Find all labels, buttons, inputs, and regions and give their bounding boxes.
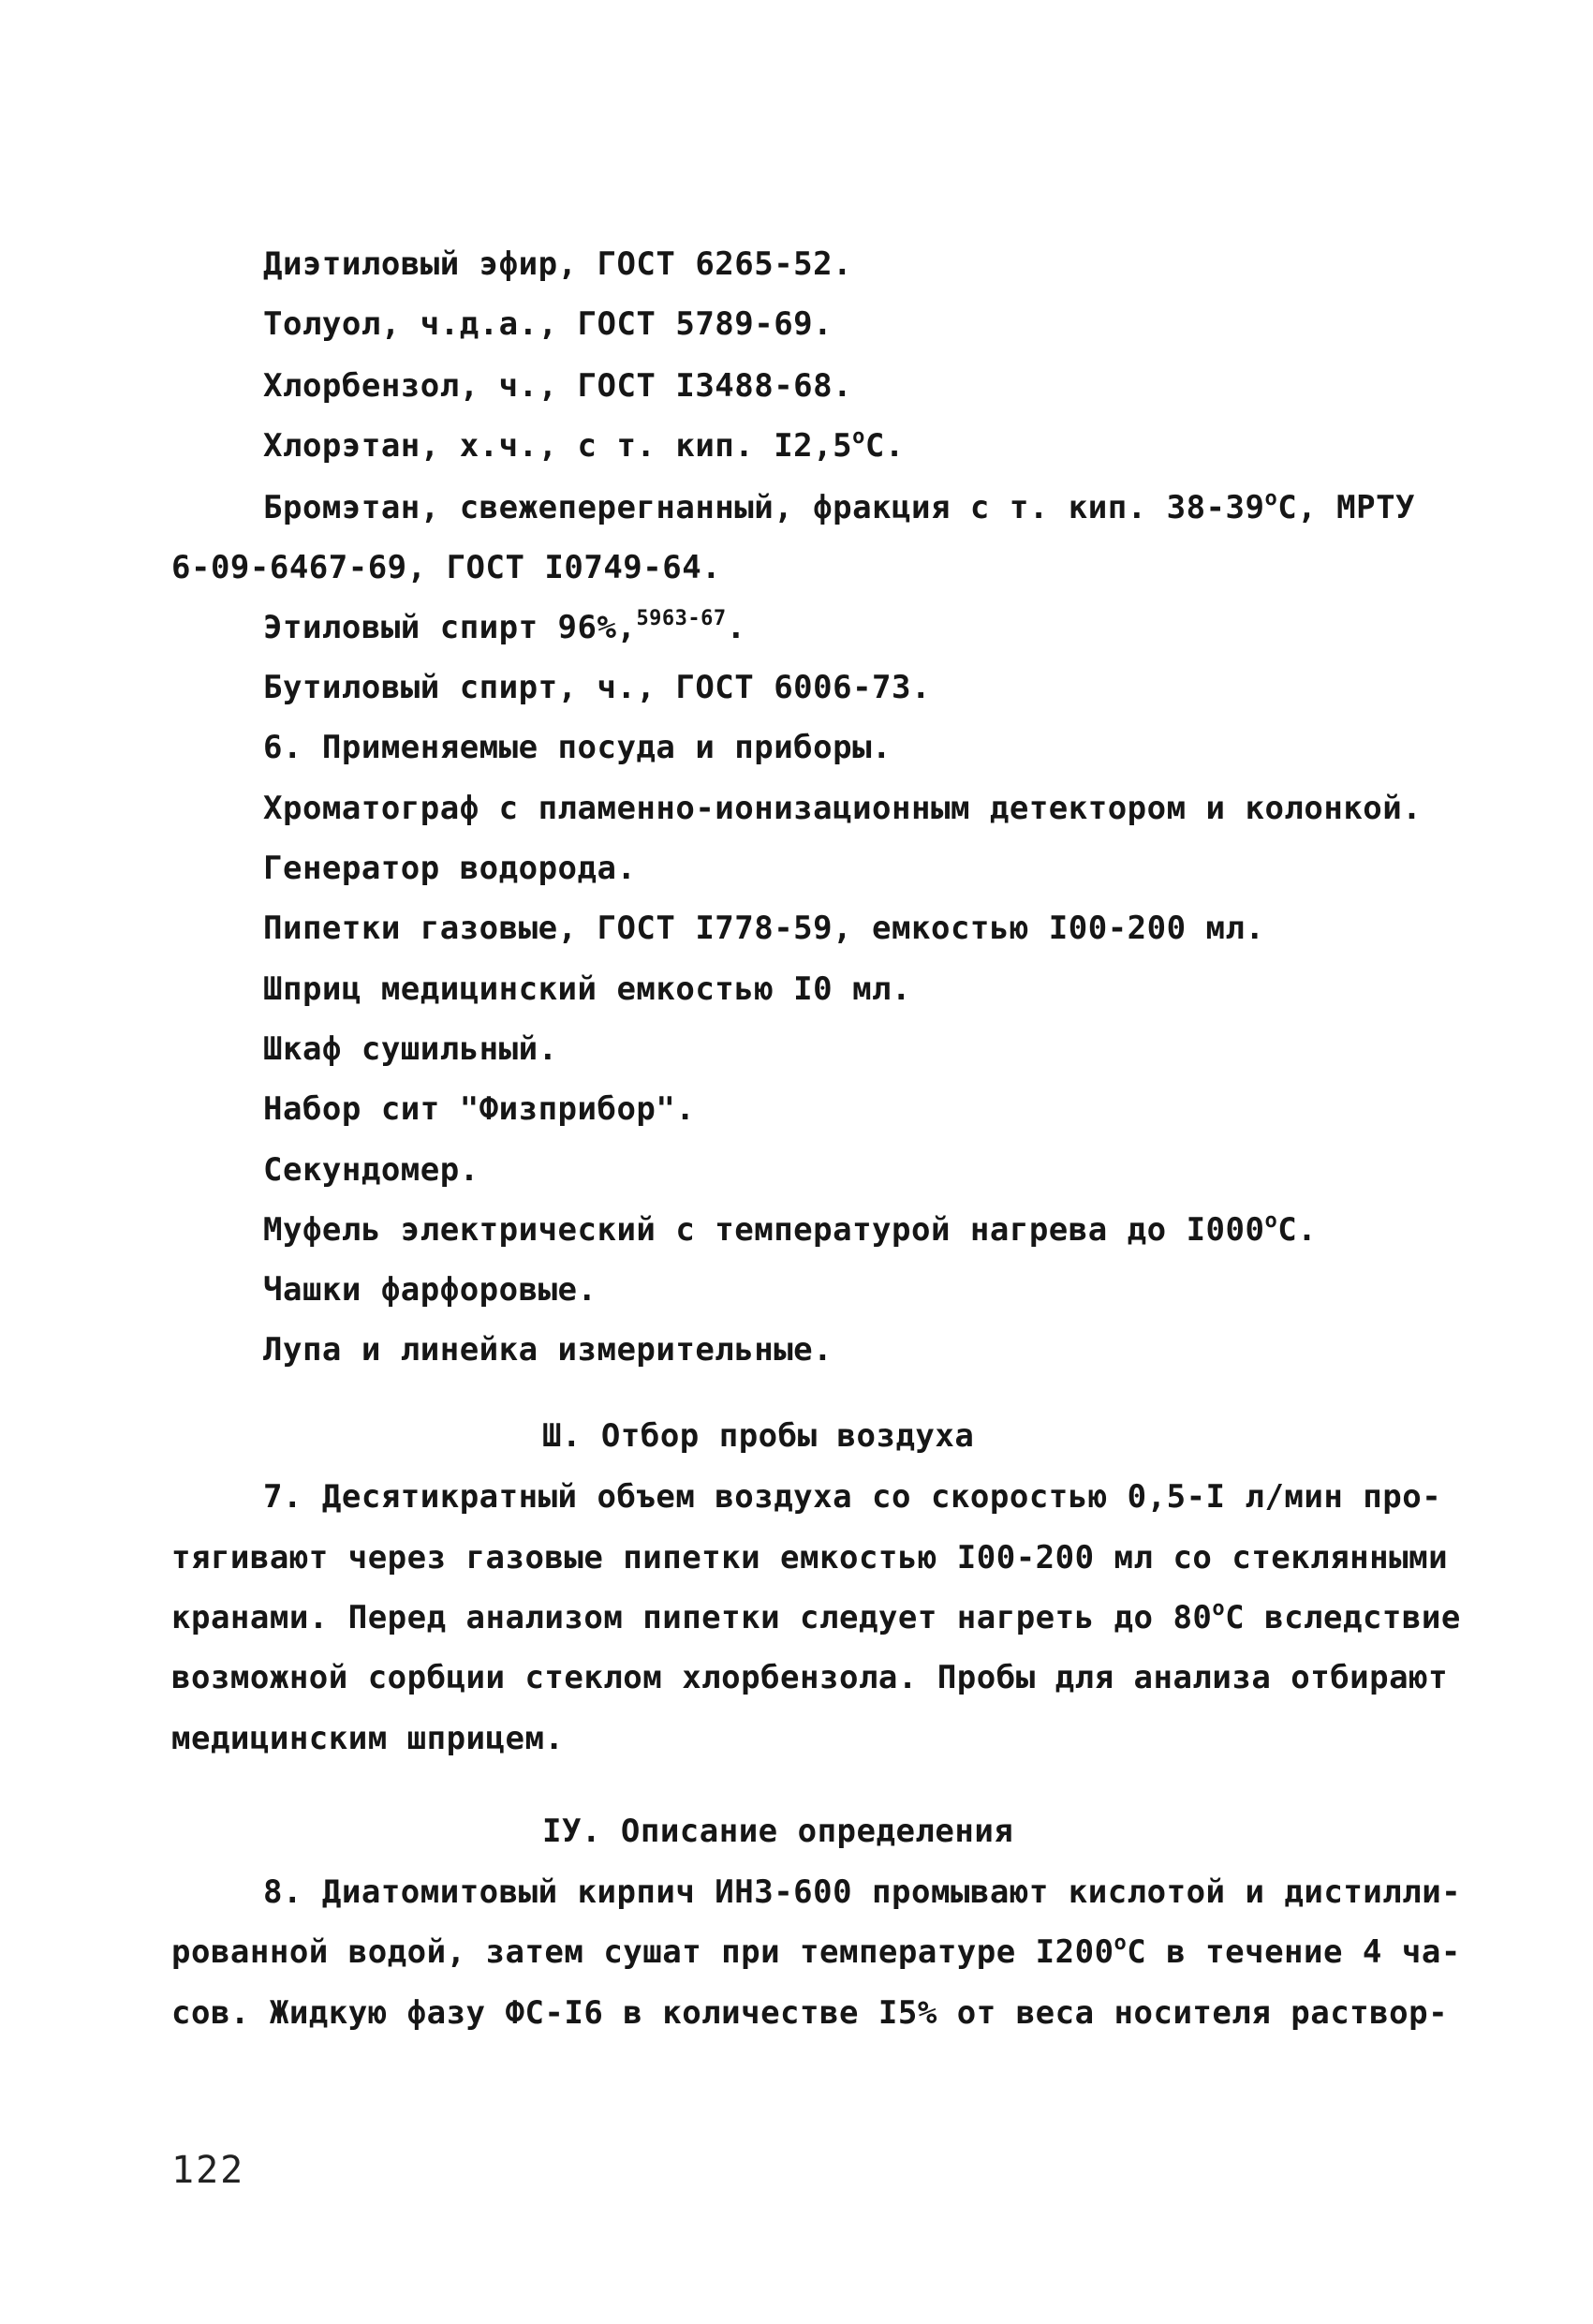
equipment-line: Генератор водорода. <box>263 850 637 887</box>
reagent-line <box>263 427 905 469</box>
paragraph-line: тягивают через газовые пипетки емкостью I00-200 мл со стеклянными <box>171 1539 1449 1576</box>
paragraph-line: возможной сорбции стеклом хлорбензола. Пробы для анализа отбирают <box>171 1659 1449 1696</box>
reagent-line: Бутиловый спирт, ч., ГОСТ 6006-73. <box>263 669 931 706</box>
section-heading: IУ. Описание определения <box>542 1813 1014 1850</box>
equipment-line: Пипетки газовые, ГОСТ I778-59, емкостью I00-200 мл. <box>263 910 1265 947</box>
paragraph-line: медицинским шприцем. <box>171 1720 565 1757</box>
equipment-line: Лупа и линейка измерительные. <box>263 1331 833 1369</box>
equipment-line: Шкаф сушильный. <box>263 1030 558 1068</box>
equipment-text: Муфель электрический с температурой нагрева до I000 <box>263 1211 1265 1249</box>
equipment-line: Секундомер. <box>263 1151 479 1189</box>
section-heading: 6. Применяемые посуда и приборы. <box>263 729 892 766</box>
degree-superscript: о <box>1114 1932 1128 1955</box>
superscript-standard: 5963-67 <box>636 607 727 630</box>
degree-superscript: о <box>1264 1209 1278 1233</box>
equipment-line: Чашки фарфоровые. <box>263 1271 597 1309</box>
reagent-line: 6-09-6467-69, ГОСТ I0749-64. <box>171 549 722 586</box>
equipment-line: Набор сит "Физприбор". <box>263 1090 696 1128</box>
page-number: 122 <box>171 2149 245 2192</box>
reagent-text-tail: . <box>726 609 746 646</box>
reagent-line <box>263 489 1415 531</box>
reagent-line: Толуол, ч.д.а., ГОСТ 5789-69. <box>263 305 833 343</box>
equipment-line <box>263 1211 1317 1253</box>
reagent-text-tail: С, МРТУ <box>1277 489 1416 526</box>
reagent-text: Бромэтан, свежеперегнанный, фракция с т. кип. 38-39 <box>263 489 1265 526</box>
degree-superscript: о <box>1264 487 1278 511</box>
paragraph-line: 7. Десятикратный объем воздуха со скоростью 0,5-I л/мин про- <box>263 1478 1442 1516</box>
equipment-line: Шприц медицинский емкостью I0 мл. <box>263 970 912 1008</box>
degree-superscript: о <box>1212 1597 1226 1621</box>
reagent-line: Диэтиловый эфир, ГОСТ 6265-52. <box>263 245 853 283</box>
paragraph-text-tail: С в течение 4 ча- <box>1127 1933 1461 1971</box>
equipment-text-tail: С. <box>1277 1211 1318 1249</box>
equipment-line: Хроматограф с пламенно-ионизационным детектором и колонкой. <box>263 790 1423 827</box>
reagent-text: Этиловый спирт 96%, <box>263 609 637 646</box>
paragraph-text: кранами. Перед анализом пипетки следует нагреть до 80 <box>171 1599 1213 1636</box>
reagent-line: Хлорбензол, ч., ГОСТ I3488-68. <box>263 367 853 405</box>
reagent-text: Хлорэтан, х.ч., с т. кип. I2,5 <box>263 427 853 465</box>
paragraph-line <box>171 1599 1461 1641</box>
paragraph-line <box>171 1933 1461 1976</box>
paragraph-text-tail: С вследствие <box>1225 1599 1461 1636</box>
paragraph-line: 8. Диатомитовый кирпич ИНЗ-600 промывают кислотой и дистилли- <box>263 1873 1462 1911</box>
paragraph-text: рованной водой, затем сушат при температуре I200 <box>171 1933 1114 1971</box>
reagent-text-tail: С. <box>864 427 905 465</box>
section-heading: Ш. Отбор пробы воздуха <box>542 1417 975 1455</box>
degree-superscript: о <box>852 425 865 449</box>
paragraph-line: сов. Жидкую фазу ФС-I6 в количестве I5% от веса носителя раствор- <box>171 1994 1449 2032</box>
reagent-line <box>263 609 746 651</box>
